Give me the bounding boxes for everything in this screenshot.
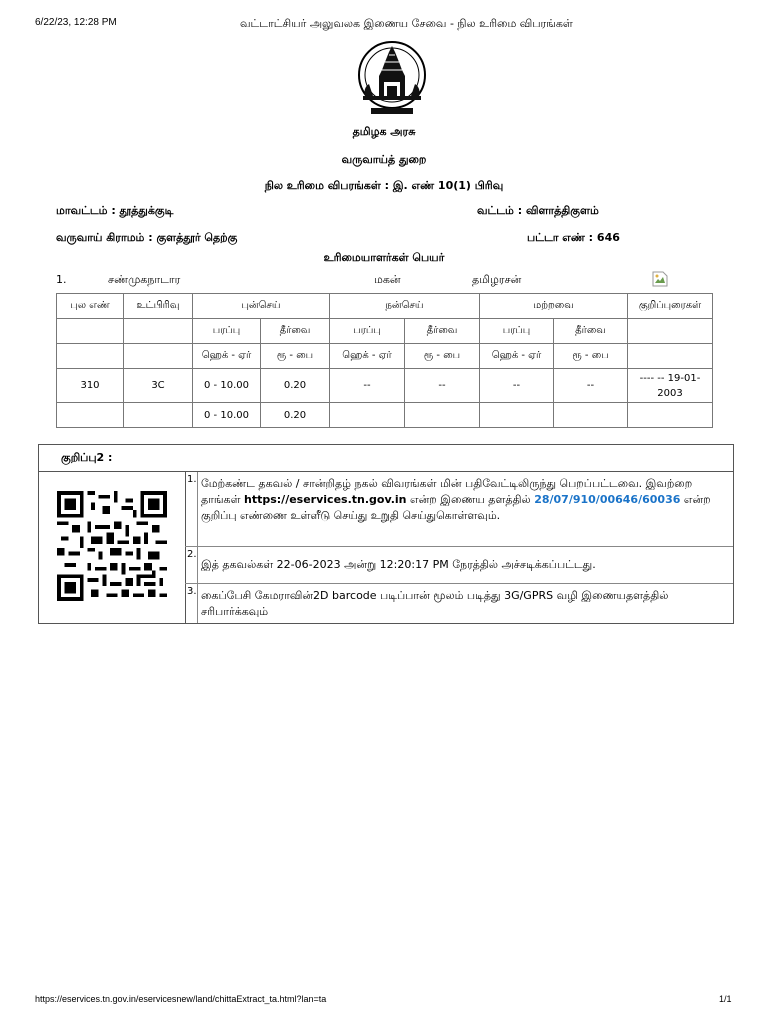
cell-dry-tax xyxy=(405,403,480,428)
unit-tax: ரூ - பை xyxy=(261,344,330,369)
department-heading: வருவாய்த் துறை xyxy=(341,153,427,166)
note-item-3 xyxy=(185,584,733,623)
subheader-tax: தீர்வை xyxy=(405,319,480,344)
village-label: வருவாய் கிராமம் : குளத்தூர் தெற்கு xyxy=(56,231,238,244)
subheader-tax: தீர்வை xyxy=(261,319,330,344)
document-subtitle: நில உரிமை விபரங்கள் : இ. எண் 10(1) பிரிவு xyxy=(264,179,504,192)
note-text: கைப்பேசி கேமராவின்2D barcode படிப்பான் மூலம் படித்து 3G/GPRS வழி இணையதளத்தில் சரிபார்க்கவும் xyxy=(201,589,669,618)
reference-number-link[interactable]: 28/07/910/00646/60036 xyxy=(534,493,681,506)
subheader-area: பரப்பு xyxy=(193,319,261,344)
note-item-1 xyxy=(185,472,733,547)
owner-name: சண்முகநாடார xyxy=(108,273,181,286)
notes-title: குறிப்பு2 : xyxy=(61,451,113,464)
header-dry-land: நன்செய் xyxy=(330,294,480,319)
government-heading: தமிழக அரசு xyxy=(352,125,416,138)
unit-tax: ரூ - பை xyxy=(405,344,480,369)
page-header-title: வட்டாட்சியர் அலுவலக இணைய சேவை - நில உரிமை விபரங்கள் xyxy=(240,17,573,30)
district-label: மாவட்டம் : தூத்துக்குடி xyxy=(56,204,174,217)
note-item-2 xyxy=(185,547,733,584)
table-header-row xyxy=(57,294,713,319)
note-text: மேற்கண்ட தகவல் / சான்றிதழ் நகல் விவரங்கள் மின் பதிவேட்டிலிருந்து பெறப்பட்டவை. இவற்றை தாங்கள் https://eservices.tn.gov.in என்ற இணைய தளத்தில் 28/07/910/00646/60036 என்ற குறிப்பு எண்ணை உள்ளீடு செய்து உறுதி செய்துகொள்ளவும். xyxy=(201,477,711,522)
print-datetime: 6/22/23, 12:28 PM xyxy=(35,17,117,28)
note-number: 3. xyxy=(187,586,197,597)
taluk-label: வட்டம் : விளாத்திகுளம் xyxy=(477,204,599,217)
note-number: 2. xyxy=(187,549,197,560)
header-survey-no: புல எண் xyxy=(57,294,124,319)
qr-code-icon xyxy=(57,490,167,602)
owner-relation: மகன் xyxy=(374,273,401,286)
patta-number-label: பட்டா எண் : 646 xyxy=(527,231,620,244)
header-wet-land: புன்செய் xyxy=(193,294,330,319)
cell-wet-area: 0 - 10.00 xyxy=(193,369,261,403)
cell-remarks xyxy=(628,403,713,428)
unit-area: ஹெக் - ஏர் xyxy=(480,344,554,369)
owner-number: 1. xyxy=(56,273,67,286)
broken-image-icon xyxy=(652,271,668,287)
subheader-area: பரப்பு xyxy=(480,319,554,344)
subheader-tax: தீர்வை xyxy=(554,319,628,344)
table-subheader-row xyxy=(57,319,713,344)
cell-remarks: ---- -- 19-01-2003 xyxy=(628,369,713,403)
cell-other-tax: -- xyxy=(554,369,628,403)
cell-subdivision: 3C xyxy=(124,369,193,403)
qr-code-cell xyxy=(39,472,186,623)
unit-tax: ரூ - பை xyxy=(554,344,628,369)
owners-title: உரிமையாளர்கள் பெயர் xyxy=(323,251,445,264)
cell-survey-no: 310 xyxy=(57,369,124,403)
cell-subdivision xyxy=(124,403,193,428)
cell-dry-area: -- xyxy=(330,369,405,403)
unit-area: ஹெக் - ஏர் xyxy=(193,344,261,369)
cell-other-area xyxy=(480,403,554,428)
owner-relative-name: தமிழரசன் xyxy=(472,273,522,286)
cell-wet-area: 0 - 10.00 xyxy=(193,403,261,428)
notes-header xyxy=(39,445,733,472)
note-number: 1. xyxy=(187,474,197,485)
header-subdivision: உட்பிரிவு xyxy=(124,294,193,319)
table-row xyxy=(57,369,713,403)
cell-dry-tax: -- xyxy=(405,369,480,403)
footer-url: https://eservices.tn.gov.in/eservicesnew/land/chittaExtract_ta.html?lan=ta xyxy=(35,994,327,1004)
eservices-url[interactable]: https://eservices.tn.gov.in xyxy=(244,493,407,506)
table-units-row xyxy=(57,344,713,369)
table-row xyxy=(57,403,713,428)
header-remarks: குறிப்புரைகள் xyxy=(628,294,713,319)
cell-wet-tax: 0.20 xyxy=(261,403,330,428)
tamil-nadu-emblem-icon xyxy=(349,40,435,118)
header-other-land: மற்றவை xyxy=(480,294,628,319)
cell-other-area: -- xyxy=(480,369,554,403)
notes-box xyxy=(38,444,734,624)
cell-dry-area xyxy=(330,403,405,428)
subheader-area: பரப்பு xyxy=(330,319,405,344)
cell-survey-no xyxy=(57,403,124,428)
unit-area: ஹெக் - ஏர் xyxy=(330,344,405,369)
land-details-table xyxy=(56,293,713,428)
cell-other-tax xyxy=(554,403,628,428)
note-text: இத் தகவல்கள் 22-06-2023 அன்று 12:20:17 PM நேரத்தில் அச்சடிக்கப்பட்டது. xyxy=(201,558,596,571)
cell-wet-tax: 0.20 xyxy=(261,369,330,403)
page-number: 1/1 xyxy=(719,994,732,1004)
